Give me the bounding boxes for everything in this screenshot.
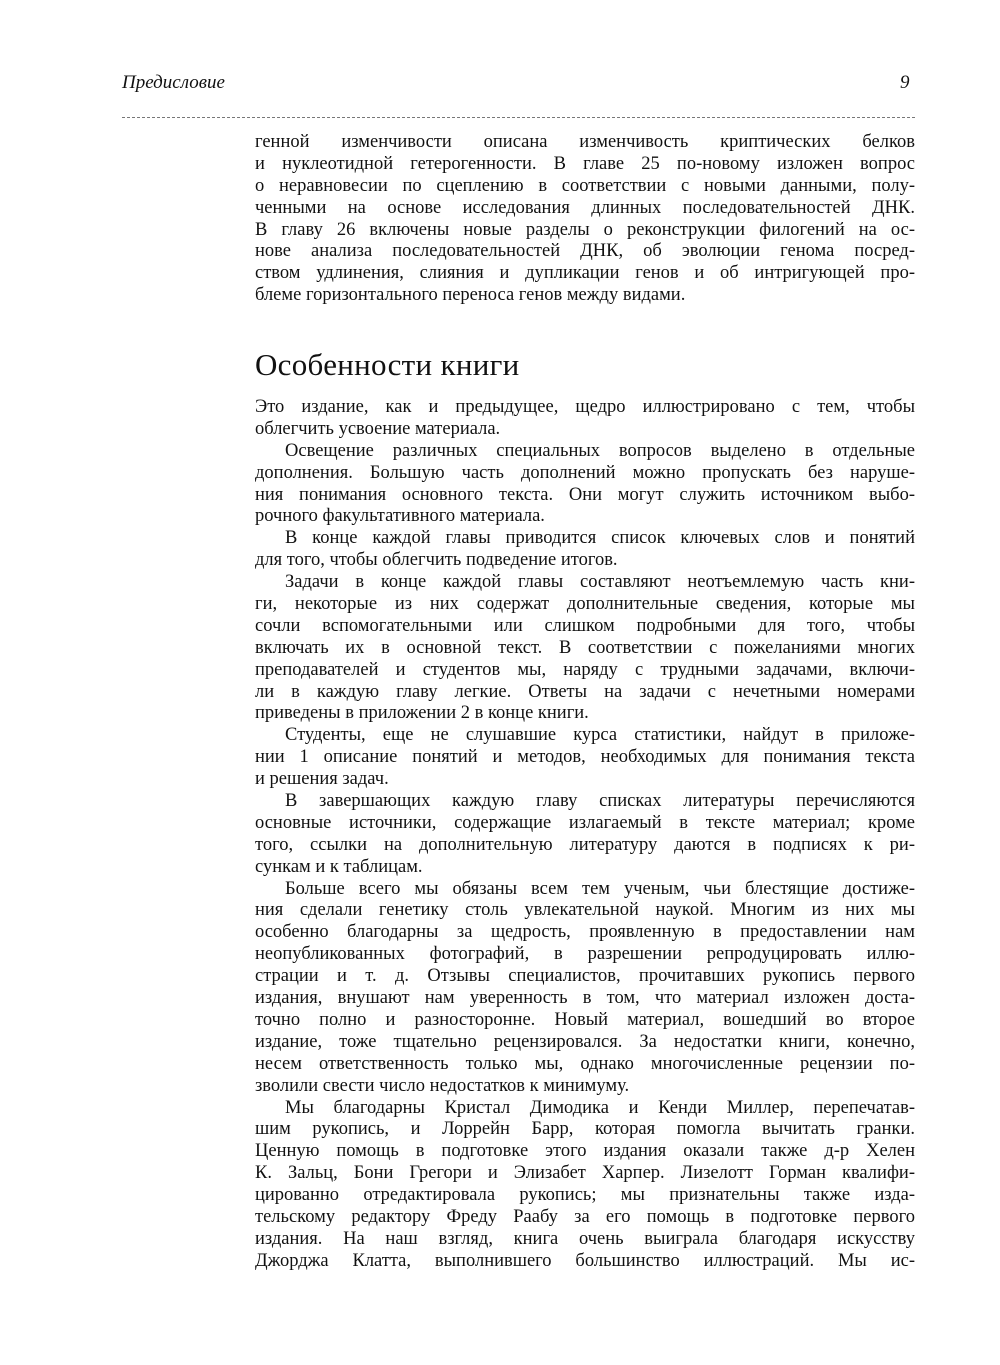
text-line: преподавателей и студентов мы, наряду с трудными задачами, включи-	[255, 659, 915, 680]
text-line: ством удлинения, слияния и дупликации генов и об интригующей про-	[255, 263, 915, 284]
text-line: Мы благодарны Кристал Димодика и Кенди Миллер, перепечатав-	[285, 1097, 915, 1118]
text-line: приведены в приложении 2 в конце книги.	[255, 703, 589, 724]
text-line: основные источники, содержащие излагаемый в тексте материал; кроме	[255, 812, 915, 833]
text-line: страции и т. д. Отзывы специалистов, прочитавших рукопись первого	[255, 966, 915, 987]
text-line: зволили свести число недостатков к минимуму.	[255, 1075, 630, 1096]
text-line: издание, тоже тщательно рецензировался. За недостатки книги, конечно,	[255, 1031, 915, 1052]
text-line: сункам и к таблицам.	[255, 856, 423, 877]
text-line: о неравновесии по сцеплению в соответствии с новыми данными, полу-	[255, 175, 915, 196]
running-head: Предисловие	[122, 72, 225, 93]
text-line: Задачи в конце каждой главы составляют неотъемлемую часть кни-	[285, 572, 915, 593]
text-line: тельскому редактору Фреду Раабу за его помощь в подготовке первого	[255, 1206, 915, 1227]
text-line: Ценную помощь в подготовке этого издания оказали также д-р Хелен	[255, 1141, 915, 1162]
text-line: облегчить усвоение материала.	[255, 418, 501, 439]
text-line: ли в каждую главу легкие. Ответы на задачи с нечетными номерами	[255, 681, 915, 702]
text-line: В завершающих каждую главу списках литературы перечисляются	[285, 791, 915, 812]
text-line: нии 1 описание понятий и методов, необходимых для понимания текста	[255, 747, 915, 768]
text-line: ги, некоторые из них содержат дополнительные сведения, которые мы	[255, 594, 915, 615]
text-line: и нуклеотидной гетерогенности. В главе 25 по-новому изложен вопрос	[255, 153, 915, 174]
section-heading: Особенности книги	[255, 347, 520, 382]
text-line: Джорджа Клатта, выполнившего большинство иллюстраций. Мы ис-	[255, 1250, 915, 1271]
text-line: Больше всего мы обязаны всем тем ученым, чьи блестящие достиже-	[285, 878, 915, 899]
header-rule	[122, 117, 915, 118]
text-line: В главу 26 включены новые разделы о реконструкции филогений на ос-	[255, 219, 915, 240]
text-line: издания. На наш взгляд, книга очень выиграла благодаря искусству	[255, 1228, 915, 1249]
page-number: 9	[900, 72, 910, 93]
text-line: включать их в основной текст. В соответствии с пожеланиями многих	[255, 637, 915, 658]
text-line: ченными на основе исследования длинных последовательностей ДНК.	[255, 197, 915, 218]
text-line: В конце каждой главы приводится список ключевых слов и понятий	[285, 528, 915, 549]
text-line: блеме горизонтального переноса генов между видами.	[255, 285, 686, 306]
text-line: цированно отредактировала рукопись; мы признательны также изда-	[255, 1185, 915, 1206]
text-line: шим рукопись, и Лоррейн Барр, которая помогла вычитать гранки.	[255, 1119, 915, 1140]
text-line: и решения задач.	[255, 769, 389, 790]
text-line: точно полно и разносторонне. Новый материал, вошедший во второе	[255, 1009, 915, 1030]
text-line: К. Зальц, Бони Грегори и Элизабет Харпер. Лизелотт Горман квалифи-	[255, 1163, 915, 1184]
intro-paragraph	[255, 132, 915, 307]
text-line: для того, чтобы облегчить подведение итогов.	[255, 550, 618, 571]
text-line: Освещение различных специальных вопросов выделено в отдельные	[285, 440, 915, 461]
text-line: Студенты, еще не слушавшие курса статистики, найдут в приложе-	[285, 725, 915, 746]
text-line: неопубликованных фотографий, в разрешении репродуцировать иллю-	[255, 944, 915, 965]
text-line: несем ответственность только мы, однако многочисленные рецензии по-	[255, 1053, 915, 1074]
text-line: того, ссылки на дополнительную литературу даются в подписях к ри-	[255, 834, 915, 855]
text-line: издания, внушают нам уверенность в том, что материал изложен доста-	[255, 988, 915, 1009]
text-line: ния понимания основного текста. Они могут служить источником выбо-	[255, 484, 915, 505]
text-line: ния сделали генетику столь увлекательной наукой. Многим из них мы	[255, 900, 915, 921]
text-line: сочли вспомогательными или слишком подробными для того, чтобы	[255, 615, 915, 636]
text-line: дополнения. Большую часть дополнений можно пропускать без наруше-	[255, 462, 915, 483]
text-line: рочного факультативного материала.	[255, 506, 545, 527]
text-line: генной изменчивости описана изменчивость криптических белков	[255, 132, 915, 152]
text-line: Это издание, как и предыдущее, щедро иллюстрировано с тем, чтобы	[255, 397, 915, 417]
body-text	[255, 397, 915, 1273]
text-line: нове анализа последовательностей ДНК, об эволюции генома посред-	[255, 241, 915, 262]
text-line: особенно благодарны за щедрость, проявленную в предоставлении нам	[255, 922, 915, 943]
